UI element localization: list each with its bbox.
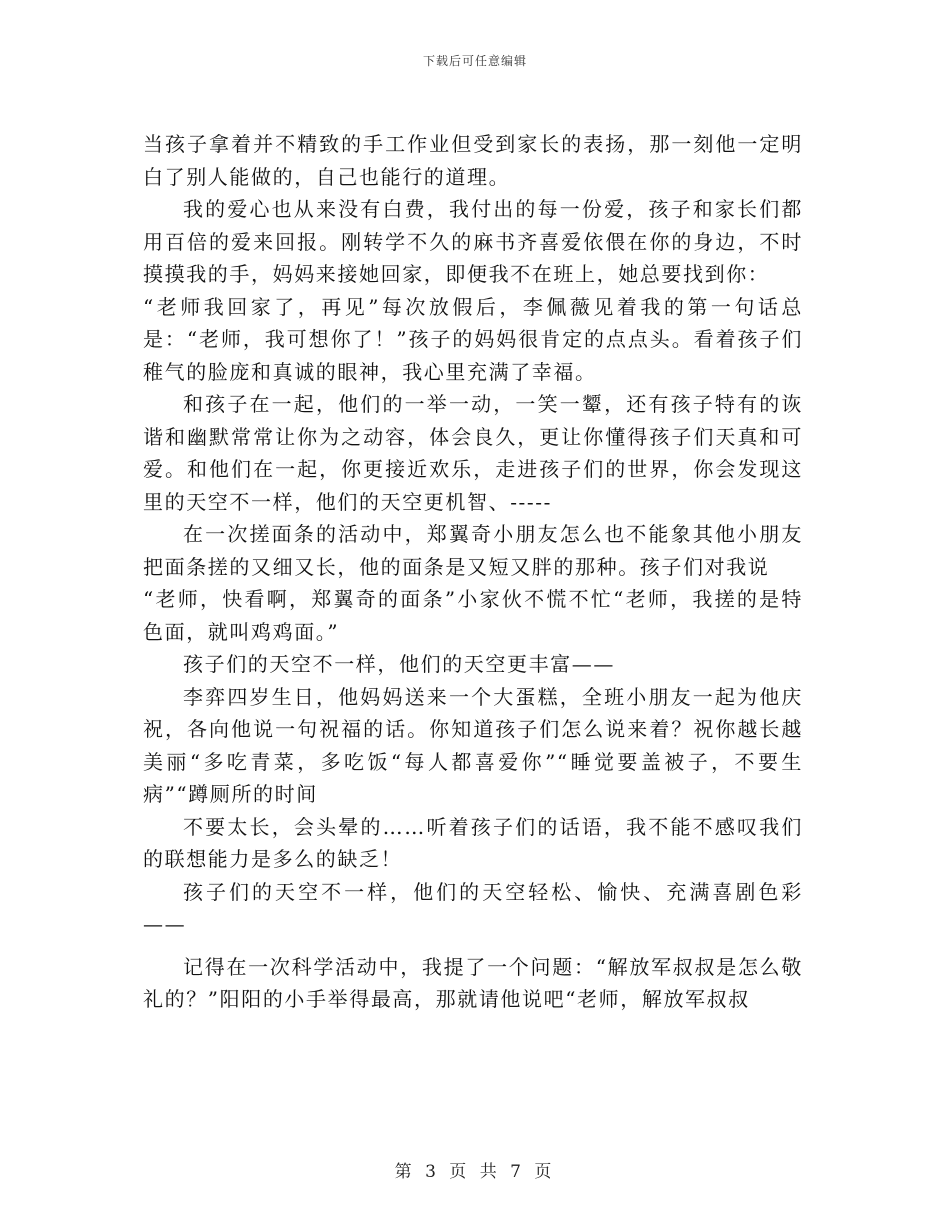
document-body [143,128,803,1016]
paragraph-10: 孩子们的天空不一样，他们的天空轻松、愉快、充满喜剧色彩—— [143,879,803,936]
paragraph-5: 在一次搓面条的活动中，郑翼奇小朋友怎么也不能象其他小朋友把面条搓的又细又长，他的面条是又短又胖的那种。孩子们对我说 [143,522,803,579]
paragraph-2: 我的爱心也从来没有白费，我付出的每一份爱，孩子和家长们都用百倍的爱来回报。刚转学不久的麻书齐喜爱依偎在你的身边，不时摸摸我的手，妈妈来接她回家，即便我不在班上，她总要找到你： [143,197,803,286]
page-header: 下载后可任意编辑 [422,54,527,68]
paragraph-9: 不要太长，会头晕的……听着孩子们的话语，我不能不感叹我们的联想能力是多么的缺乏！ [143,814,803,871]
paragraph-8: 李弈四岁生日，他妈妈送来一个大蛋糕，全班小朋友一起为他庆祝，各向他说一句祝福的话。你知道孩子们怎么说来着？祝你越长越美丽“多吃青菜，多吃饭“每人都喜爱你”“睡觉要盖被子，不要生病”“蹲厕所的时间 [143,684,803,806]
paragraph-7: 孩子们的天空不一样，他们的天空更丰富—— [183,652,615,676]
paragraph-4: 和孩子在一起，他们的一举一动，一笑一颦，还有孩子特有的诙谐和幽默常常让你为之动容，体会良久，更让你懂得孩子们天真和可爱。和他们在一起，你更接近欢乐，走进孩子们的世界，你会发现这里的天空不一样，他们的天空更机智、----- [143,392,803,514]
paragraph-11: 记得在一次科学活动中，我提了一个问题：“解放军叔叔是怎么敬礼的？”阳阳的小手举得最高，那就请他说吧“老师，解放军叔叔 [143,954,803,1011]
page-number-footer: 第 3 页 共 7 页 [394,1162,556,1182]
paragraph-1: 当孩子拿着并不精致的手工作业但受到家长的表扬，那一刻他一定明白了别人能做的，自己也能行的道理。 [143,132,803,189]
paragraph-3: “老师我回家了，再见”每次放假后，李佩薇见着我的第一句话总是：“老师，我可想你了！”孩子的妈妈很肯定的点点头。看着孩子们稚气的脸庞和真诚的眼神，我心里充满了幸福。 [143,294,803,384]
paragraph-6: “老师，快看啊，郑翼奇的面条”小家伙不慌不忙“老师，我搓的是特色面，就叫鸡鸡面。” [143,587,803,644]
